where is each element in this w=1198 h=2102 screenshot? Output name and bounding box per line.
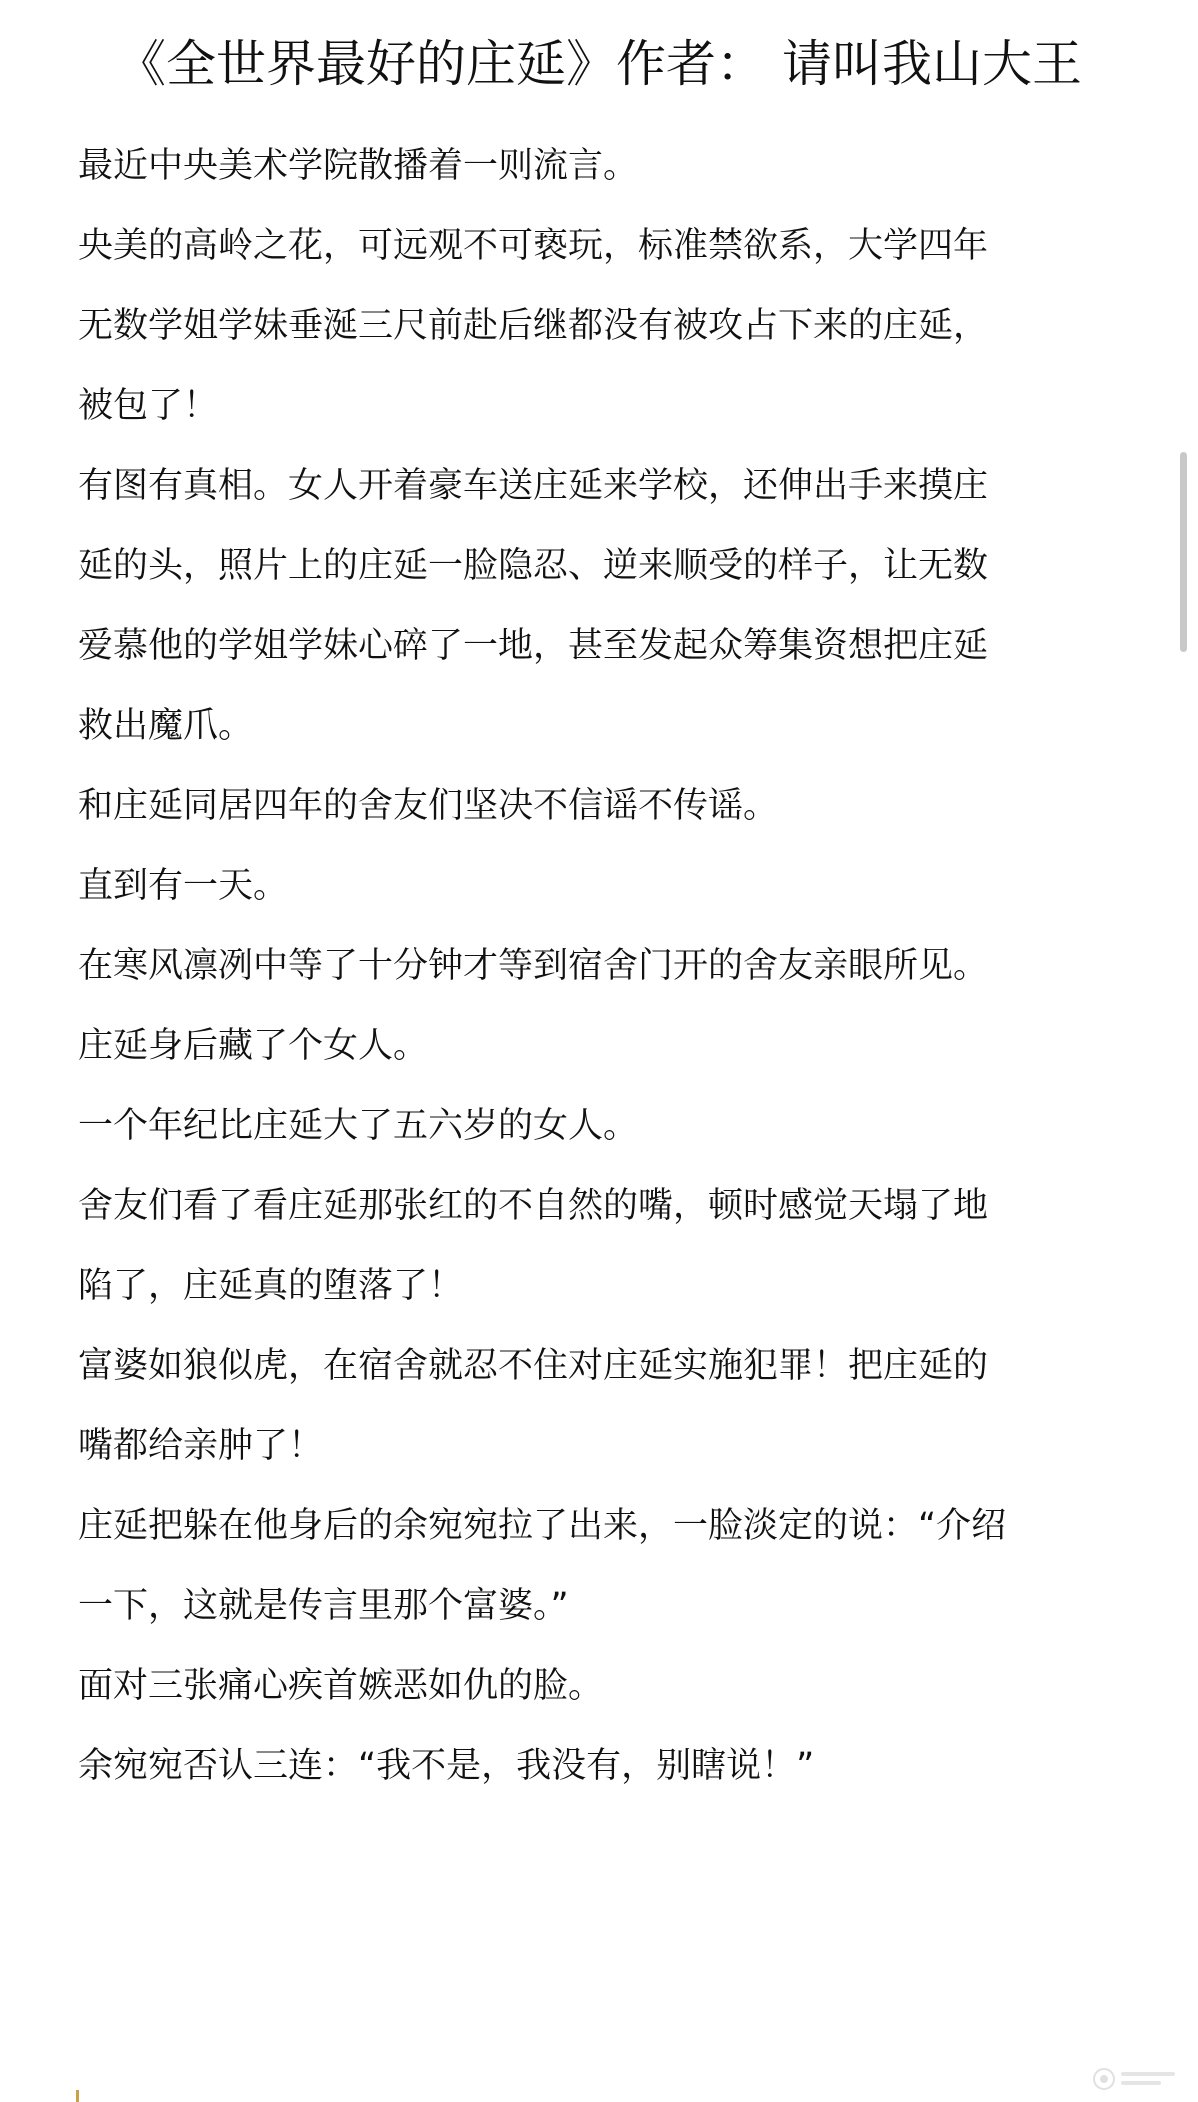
text-line: 直到有一天。 <box>78 866 289 906</box>
text-line: 在寒风凛冽中等了十分钟才等到宿舍门开的舍友亲眼所见。 <box>78 946 989 986</box>
text-line: 央美的高岭之花，可远观不可亵玩，标准禁欲系，大学四年 <box>78 226 989 266</box>
text-line: 和庄延同居四年的舍友们坚决不信谣不传谣。 <box>78 786 779 826</box>
document-body <box>78 126 1128 1806</box>
text-line: 爱慕他的学姐学妹心碎了一地，甚至发起众筹集资想把庄延 <box>78 626 989 666</box>
watermark-logo-icon <box>1088 2062 1184 2096</box>
text-line: 富婆如狼似虎，在宿舍就忍不住对庄延实施犯罪！把庄延的 <box>78 1346 989 1386</box>
document-title: 《全世界最好的庄延》作者： 请叫我山大王 <box>116 35 1082 93</box>
text-line: 余宛宛否认三连：“我不是，我没有，别瞎说！” <box>78 1746 815 1786</box>
scrollbar-thumb[interactable] <box>1180 452 1187 652</box>
text-line: 一下，这就是传言里那个富婆。” <box>78 1586 569 1626</box>
text-line: 陷了，庄延真的堕落了！ <box>78 1266 464 1306</box>
text-line: 最近中央美术学院散播着一则流言。 <box>78 146 639 186</box>
text-line: 庄延身后藏了个女人。 <box>78 1026 429 1066</box>
text-line: 被包了！ <box>78 386 219 426</box>
bottom-edge-mark <box>76 2090 79 2102</box>
text-line: 嘴都给亲肿了！ <box>78 1426 324 1466</box>
text-line: 一个年纪比庄延大了五六岁的女人。 <box>78 1106 639 1146</box>
text-line: 庄延把躲在他身后的余宛宛拉了出来，一脸淡定的说：“介绍 <box>78 1506 1007 1546</box>
text-line: 无数学姐学妹垂涎三尺前赴后继都没有被攻占下来的庄延， <box>78 306 989 346</box>
text-line: 延的头，照片上的庄延一脸隐忍、逆来顺受的样子，让无数 <box>78 546 989 586</box>
text-line: 舍友们看了看庄延那张红的不自然的嘴，顿时感觉天塌了地 <box>78 1186 989 1226</box>
text-line: 面对三张痛心疾首嫉恶如仇的脸。 <box>78 1666 604 1706</box>
text-line: 有图有真相。女人开着豪车送庄延来学校，还伸出手来摸庄 <box>78 466 989 506</box>
text-line: 救出魔爪。 <box>78 706 254 746</box>
